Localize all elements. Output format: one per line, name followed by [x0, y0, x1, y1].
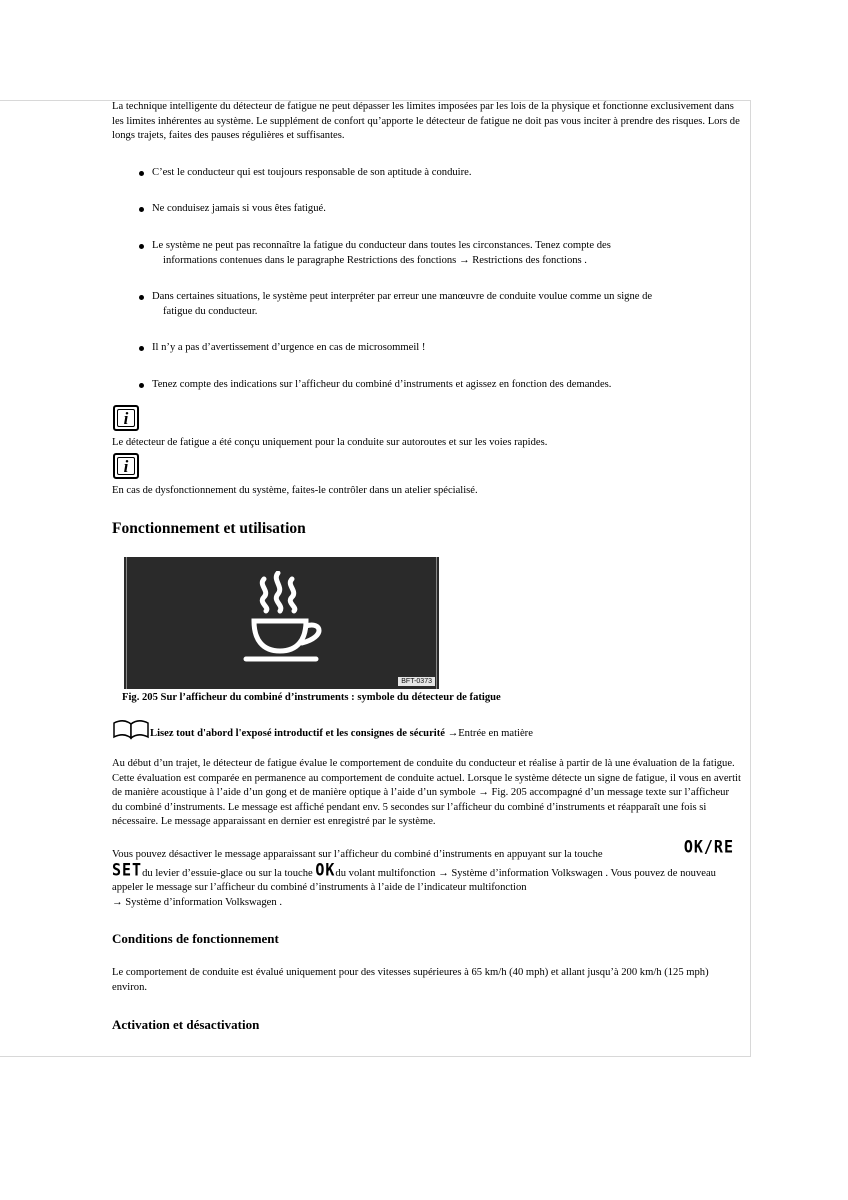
intro-paragraph: La technique intelligente du détecteur de fatigue ne peut dépasser les limites imposées par les lois de la physique et fonctionne exclusivement dans les limites inhérentes au système. Le supplément de confort qu’apporte le détecteur de fatigue ne doit pas vous inciter à prendre des risques. Lors de longs trajets, faites des pauses régulières et suffisantes.	[112, 101, 740, 142]
bullet-icon	[139, 346, 144, 351]
ok-reset-key-icon: OK/RE	[683, 836, 734, 858]
warning-list	[112, 166, 742, 393]
note-text: En cas de dysfonctionnement du système, faites-le contrôler dans un atelier spécialisé.	[112, 485, 478, 497]
description-paragraph: Au début d’un trajet, le détecteur de fatigue évalue le comportement de conduite du conducteur et réalise à partir de là une évaluation de la fatigue. Cette évaluation est comparée en permanence au comportement de conduite actuel. Lorsque le système détecte un signe de fatigue, il vous en avertit de manière acoustique à l’aide d’un gong et de manière optique à l’aide d’un symbole → Fig. 205 accompagné d’un message texte sur l’afficheur du combiné d’instruments. Le message est affiché pendant env. 5 secondes sur l’afficheur du combiné d’instruments et réapparaît une fois si nécessaire. Le message apparaissant en dernier est enregistré par le système.	[112, 758, 741, 828]
bullet-icon	[139, 244, 144, 249]
set-key-icon: SET	[112, 859, 143, 880]
conditions-title: Conditions de fonctionnement	[112, 931, 279, 947]
activation-title: Activation et désactivation	[112, 1016, 260, 1032]
list-item: Tenez compte des indications sur l’afficheur du combiné d’instruments et agissez en fonction des demandes.	[112, 378, 742, 393]
system-info-link[interactable]: → Système d’information Volkswagen .	[112, 896, 282, 908]
note-text: Le détecteur de fatigue a été conçu uniquement pour la conduite sur autoroutes et sur les voies rapides.	[112, 437, 548, 449]
bullet-icon	[139, 207, 144, 212]
list-item: Dans certaines situations, le système peut interpréter par erreur une manœuvre de conduite voulue comme un signe de fatigue du conducteur.	[112, 290, 742, 319]
list-item: C’est le conducteur qui est toujours responsable de son aptitude à conduire.	[112, 166, 742, 181]
list-item: Le système ne peut pas reconnaître la fatigue du conducteur dans toutes les circonstances. Tenez compte des informations contenues dans le paragraphe Restrictions des fonctions → Restrictions des fonctions .	[112, 239, 742, 268]
info-note	[112, 405, 742, 451]
read-first-line: Lisez tout d'abord l'exposé introductif et les consignes de sécurité →Entrée en matière	[112, 720, 742, 742]
info-note	[112, 453, 742, 499]
book-icon	[112, 720, 150, 740]
document-body	[112, 100, 742, 1034]
figure-display	[124, 557, 439, 689]
list-item: Il n’y a pas d’avertissement d’urgence en cas de microsommeil !	[112, 341, 742, 356]
bullet-icon	[139, 171, 144, 176]
deactivation-paragraph: Vous pouvez désactiver le message apparaissant sur l’afficheur du combiné d’instruments en appuyant sur la touche OK/RE SETdu levier d’essuie-glace ou sur la touche OKdu volant multifonction → Système d’information Volkswagen . Vous pouvez de nouveau appeler le message sur l’afficheur du combiné d’instruments à l’aide de l’indicateur multifonction → Système d’information Volkswagen .	[112, 836, 734, 908]
info-icon: i	[113, 453, 139, 479]
list-item: Ne conduisez jamais si vous êtes fatigué.	[112, 202, 742, 217]
bullet-icon	[139, 383, 144, 388]
bullet-icon	[139, 295, 144, 300]
conditions-text: Le comportement de conduite est évalué uniquement pour des vitesses supérieures à 65 km/h (40 mph) et allant jusqu’à 200 km/h (125 mph) environ.	[112, 967, 709, 994]
figure-caption: Fig. 205 Sur l’afficheur du combiné d’instruments : symbole du détecteur de fatigue	[122, 691, 501, 703]
intro-link[interactable]: →Entrée en matière	[447, 727, 533, 739]
section-title: Fonctionnement et utilisation	[112, 519, 306, 537]
figure-code: BFT-0373	[398, 677, 435, 686]
ok-key-icon: OK	[315, 859, 336, 880]
info-icon: i	[113, 405, 139, 431]
coffee-cup-icon	[236, 571, 328, 665]
